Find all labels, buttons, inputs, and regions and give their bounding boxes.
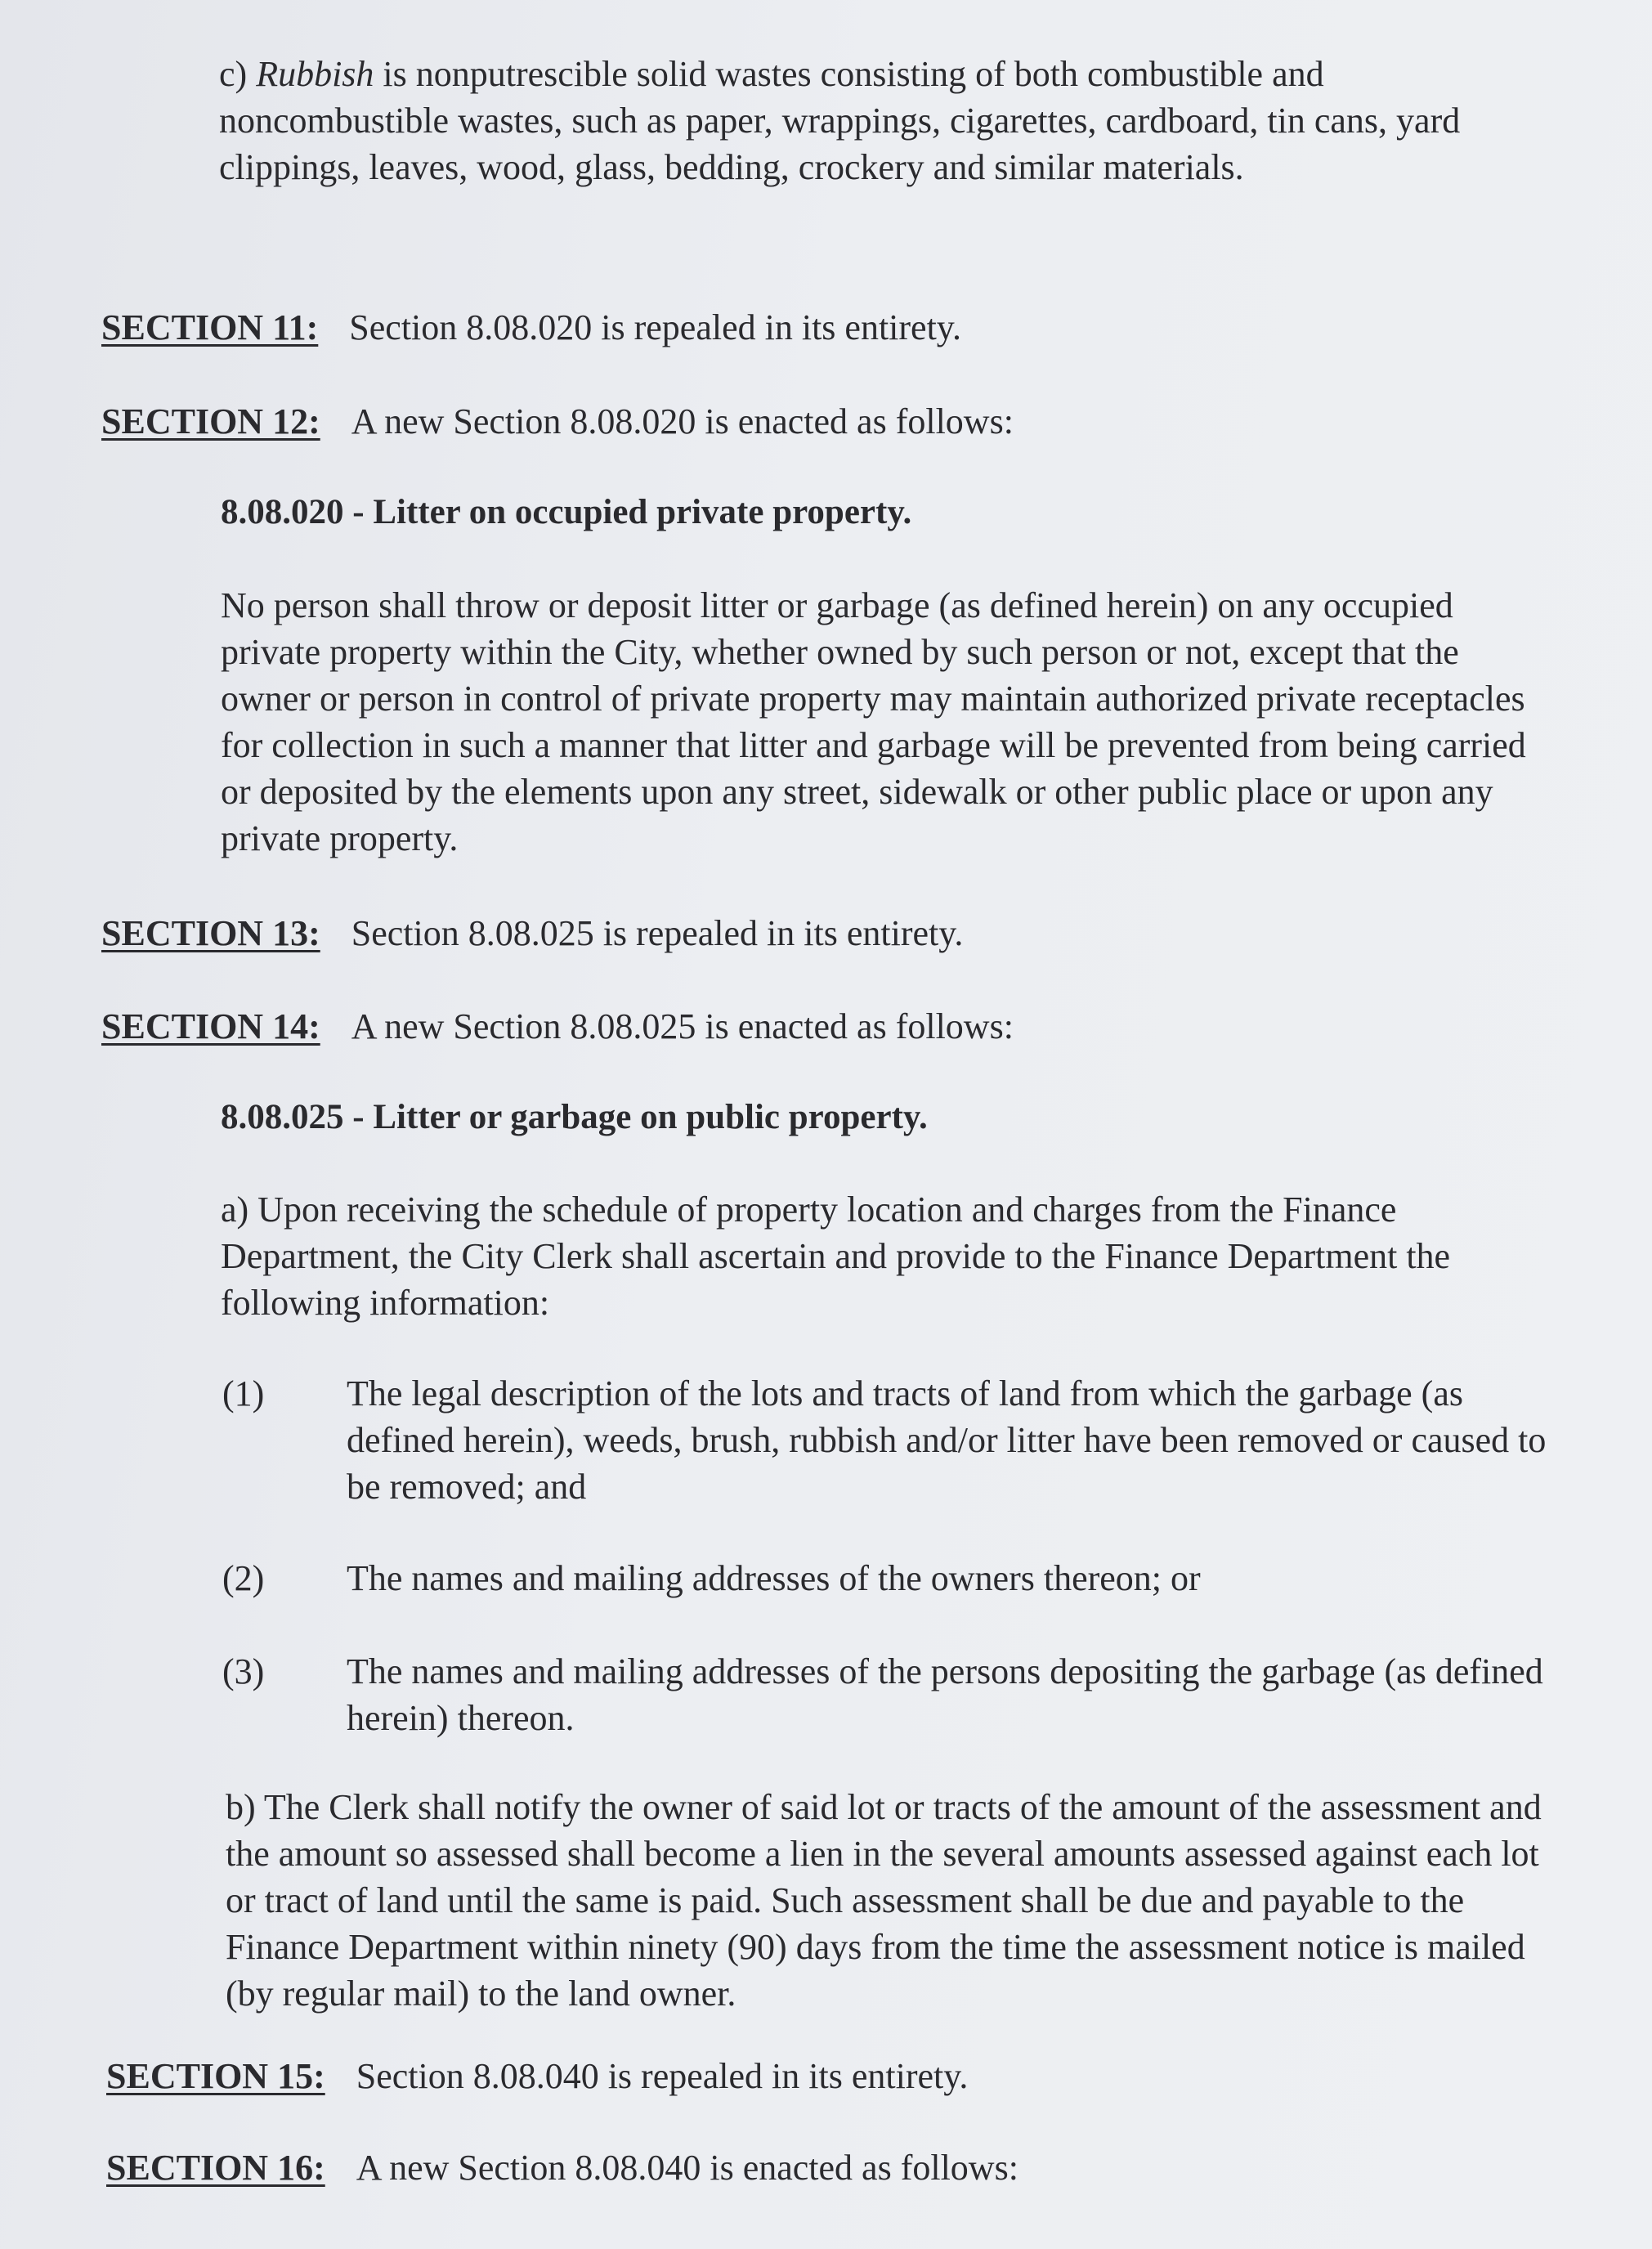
list-item-2-text: The names and mailing addresses of the owners thereon; or	[347, 1558, 1201, 1598]
section-14-label: SECTION 14:	[101, 1006, 320, 1046]
section-16-text: A new Section 8.08.040 is enacted as follows:	[356, 2148, 1019, 2188]
section-12	[101, 398, 1014, 445]
definition-c-marker: c)	[219, 54, 248, 94]
section-16-label: SECTION 16:	[106, 2148, 325, 2188]
section-16	[106, 2144, 1019, 2191]
list-item-2-number: (2)	[222, 1558, 265, 1598]
subsection-8-08-025-heading: 8.08.025 - Litter or garbage on public property.	[221, 1098, 928, 1136]
section-15-text: Section 8.08.040 is repealed in its entirety.	[356, 2056, 969, 2096]
section-11-text: Section 8.08.020 is repealed in its entirety.	[349, 307, 961, 347]
list-item-1-text: The legal description of the lots and tracts of land from which the garbage (as defined herein), weeds, brush, rubbish and/or litter have been removed or caused to be removed; and	[347, 1373, 1547, 1507]
definition-c	[219, 51, 1560, 190]
section-11	[101, 304, 961, 351]
section-12-text: A new Section 8.08.020 is enacted as follows:	[351, 401, 1014, 441]
section-14	[101, 1003, 1014, 1050]
subsection-8-08-020-body: No person shall throw or deposit litter or garbage (as defined herein) on any occupied private property within the City, whether owned by such person or not, except that the owner or person in control of private property may maintain authorized private receptacles for collection in such a manner that litter and garbage will be prevented from being carried or deposited by the elements upon any street, sidewalk or other public place or upon any private property.	[221, 585, 1526, 858]
section-11-label: SECTION 11:	[101, 307, 319, 347]
section-14-text: A new Section 8.08.025 is enacted as follows:	[351, 1006, 1014, 1046]
section-15	[106, 2053, 968, 2099]
list-item-3-text: The names and mailing addresses of the persons depositing the garbage (as defined herein) thereon.	[347, 1651, 1543, 1738]
section-13-label: SECTION 13:	[101, 913, 320, 953]
subsection-8-08-025-para-a: a) Upon receiving the schedule of property location and charges from the Finance Department, the City Clerk shall ascertain and provide to the Finance Department the following information:	[221, 1189, 1451, 1323]
definition-c-term: Rubbish	[256, 54, 374, 94]
list-item-1-number: (1)	[222, 1373, 265, 1413]
section-13	[101, 910, 963, 956]
section-12-label: SECTION 12:	[101, 401, 320, 441]
section-13-text: Section 8.08.025 is repealed in its entirety.	[351, 913, 964, 953]
section-15-label: SECTION 15:	[106, 2056, 325, 2096]
subsection-8-08-025-para-b: b) The Clerk shall notify the owner of said lot or tracts of the amount of the assessment and the amount so assessed shall become a lien in the several amounts assessed against each lot or tract of land until the same is paid. Such assessment shall be due and payable to the Finance Department within ninety (90) days from the time the assessment notice is mailed (by regular mail) to the land owner.	[226, 1787, 1542, 2014]
list-item-3-number: (3)	[222, 1651, 265, 1691]
definition-c-text: is nonputrescible solid wastes consisting of both combustible and noncombustible wastes, such as paper, wrappings, cigarettes, cardboard, tin cans, yard clippings, leaves, wood, glass, bedding, crockery and similar materials.	[219, 54, 1461, 187]
subsection-8-08-020-heading: 8.08.020 - Litter on occupied private property.	[221, 493, 912, 531]
